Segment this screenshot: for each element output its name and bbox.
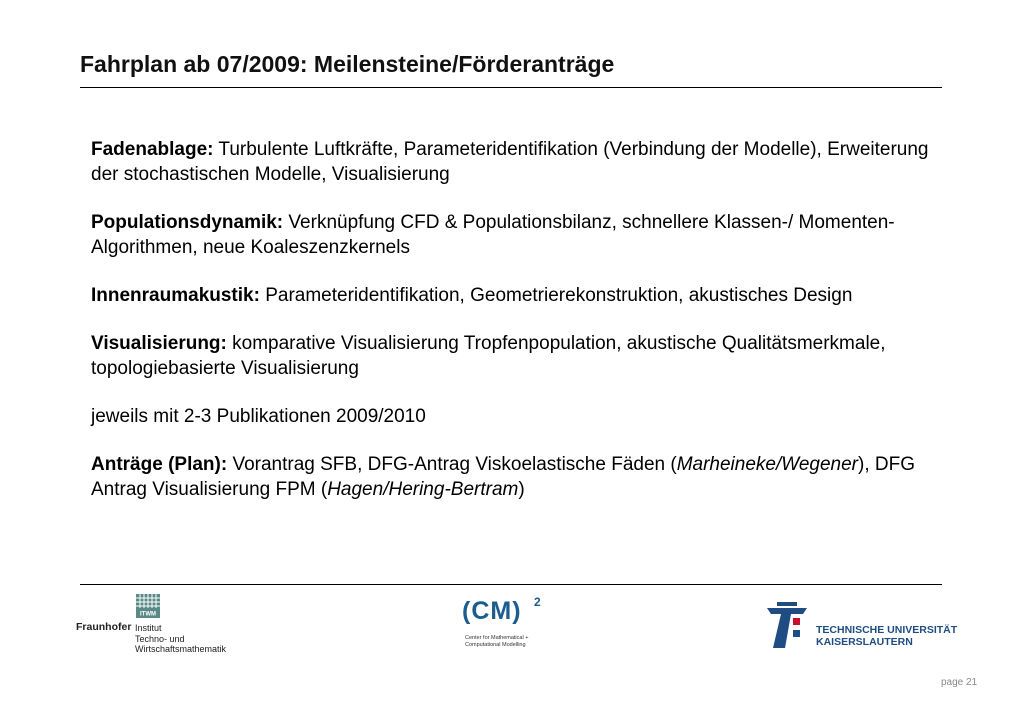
- paragraph-label: Visualisierung:: [91, 333, 227, 354]
- itwm-mark-text: ITWM: [140, 611, 156, 618]
- itwm-grid-icon: [136, 594, 160, 618]
- cm2-line: Computational Modelling: [465, 642, 526, 648]
- tu-name: [816, 624, 957, 648]
- paragraph-author-names: Marheineke/Wegener: [676, 454, 859, 475]
- institute-line: Techno- und: [135, 633, 185, 644]
- fraunhofer-itwm-logo: [76, 594, 246, 664]
- fraunhofer-name: Fraunhofer: [76, 621, 132, 633]
- cm2-logo-mark: (CM): [462, 597, 522, 625]
- paragraph-label: Populationsdynamik:: [91, 212, 284, 233]
- paragraph-text: jeweils mit 2-3 Publikationen 2009/2010: [91, 406, 426, 427]
- cm2-line: Center for Mathematical +: [465, 635, 529, 641]
- institute-line: Institut: [135, 623, 162, 633]
- slide-title: Fahrplan ab 07/2009: Meilensteine/Förderanträge: [80, 51, 615, 77]
- tu-name-line: TECHNISCHE UNIVERSITÄT: [816, 624, 958, 636]
- paragraph-fadenablage: [91, 137, 956, 187]
- paragraph-innenraumakustik: [91, 283, 956, 308]
- paragraph-antraege: [91, 452, 956, 502]
- institute-name: [135, 623, 226, 655]
- cm2-subtitle: [465, 635, 528, 649]
- paragraph-text: Verknüpfung CFD & Populationsbilanz, schnellere Klassen-/ Momenten-Algorithmen, neue Koaleszenzkernels: [91, 212, 895, 258]
- paragraph-author-names: Hagen/Hering-Bertram: [327, 479, 519, 500]
- paragraph-label: Innenraumakustik:: [91, 285, 260, 306]
- footer-divider: [80, 584, 942, 585]
- paragraph-publikationen: [91, 404, 956, 429]
- cm2-superscript: 2: [534, 595, 541, 609]
- paragraph-text: Vorantrag SFB, DFG-Antrag Viskoelastische Fäden (: [227, 454, 677, 475]
- paragraph-text: ): [518, 479, 525, 500]
- paragraph-text: Parameteridentifikation, Geometrierekonstruktion, akustisches Design: [259, 285, 853, 306]
- paragraph-text: Turbulente Luftkräfte, Parameteridentifikation (Verbindung der Modelle), Erweiterung der stochastischen Modelle, Visualisierung: [91, 139, 929, 185]
- paragraph-text: ), DFG Antrag Visualisierung FPM (: [91, 454, 916, 500]
- paragraph-text: komparative Visualisierung Tropfenpopulation, akustische Qualitätsmerkmale, topologiebasierte Visualisierung: [91, 333, 886, 379]
- institute-line: Wirtschaftsmathematik: [135, 644, 227, 654]
- cm2-logo: [462, 595, 552, 655]
- tu-kaiserslautern-logo: [763, 600, 958, 652]
- paragraph-label: Fadenablage:: [91, 139, 214, 160]
- paragraph-visualisierung: [91, 331, 956, 381]
- tu-emblem-icon: [763, 600, 811, 650]
- title-divider: [80, 87, 942, 88]
- tu-name-line: KAISERSLAUTERN: [816, 636, 913, 648]
- slide-content: [91, 137, 956, 525]
- paragraph-populationsdynamik: [91, 210, 956, 260]
- page-number: page 21: [941, 677, 978, 688]
- paragraph-label: Anträge (Plan):: [91, 454, 228, 475]
